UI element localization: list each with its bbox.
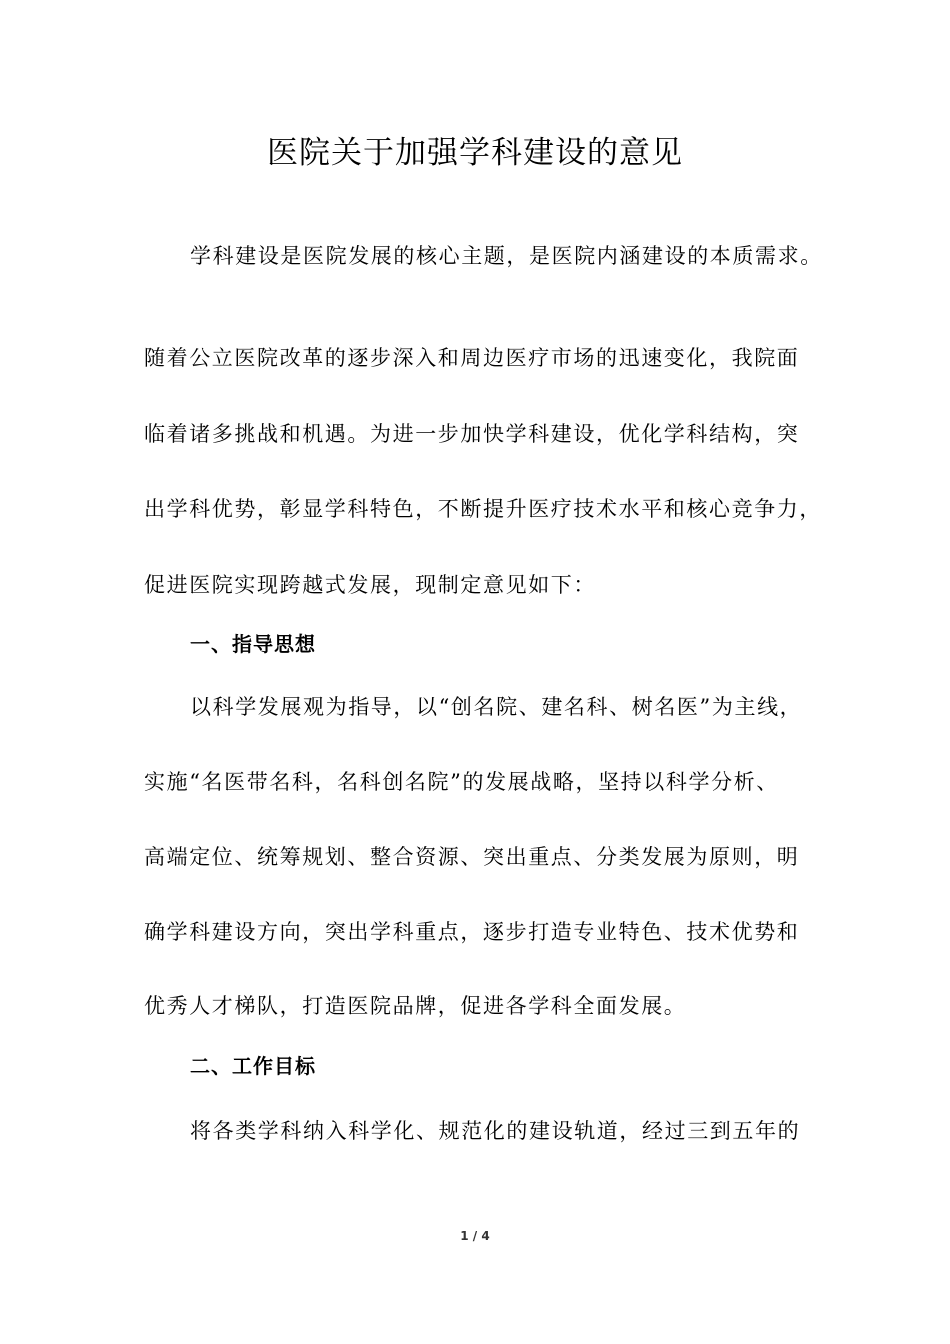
paragraph-line: 临着诸多挑战和机遇。为进一步加快学科建设，优化学科结构，突 — [144, 422, 800, 446]
section-heading-guiding-ideology: 一、指导思想 — [190, 632, 316, 656]
document-title: 医院关于加强学科建设的意见 — [267, 135, 683, 171]
section-heading-work-goals: 二、工作目标 — [190, 1054, 316, 1078]
paragraph-line: 高端定位、统筹规划、整合资源、突出重点、分类发展为原则，明 — [144, 845, 800, 869]
paragraph-line: 将各类学科纳入科学化、规范化的建设轨道，经过三到五年的 — [190, 1119, 801, 1143]
paragraph-line: 实施“名医带名科，名科创名院”的发展战略，坚持以科学分析、 — [144, 770, 779, 794]
paragraph-line: 随着公立医院改革的逐步深入和周边医疗市场的迅速变化，我院面 — [144, 346, 800, 370]
paragraph-line: 优秀人才梯队，打造医院品牌，促进各学科全面发展。 — [144, 994, 687, 1018]
paragraph-line: 以科学发展观为指导，以“创名院、建名科、树名医”为主线， — [190, 695, 803, 719]
page-number: 1 / 4 — [460, 1229, 490, 1243]
paragraph-line: 出学科优势，彰显学科特色，不断提升医疗技术水平和核心竞争力， — [144, 497, 822, 521]
paragraph-line: 学科建设是医院发展的核心主题，是医院内涵建设的本质需求。 — [190, 244, 823, 268]
paragraph-line: 促进医院实现跨越式发展，现制定意见如下： — [144, 573, 596, 597]
paragraph-line: 确学科建设方向，突出学科重点，逐步打造专业特色、技术优势和 — [144, 920, 800, 944]
